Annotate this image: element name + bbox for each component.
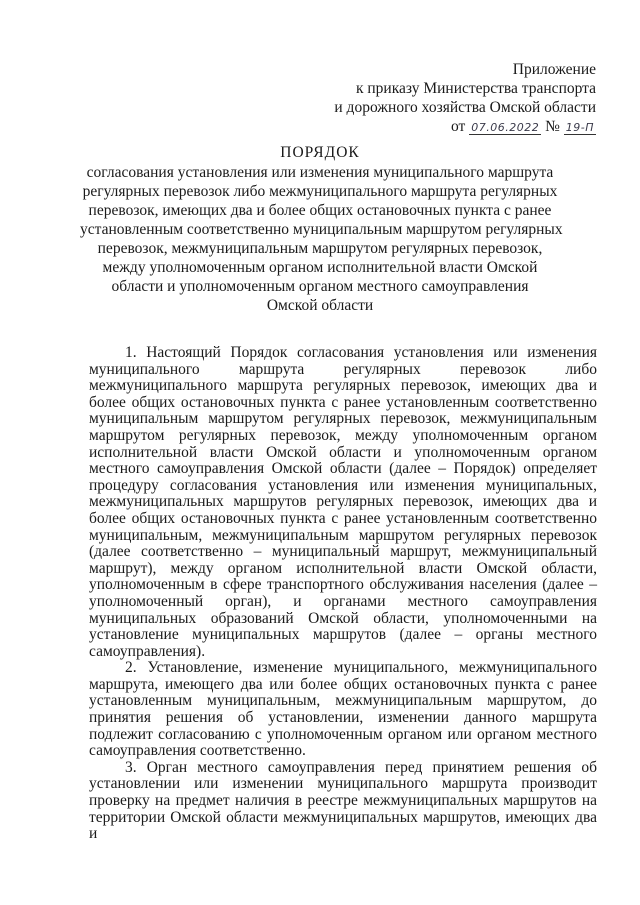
number-prefix: № [545, 118, 560, 135]
title-line: области и уполномоченным органом местного самоуправления [111, 278, 529, 295]
appendix-ministry-line: и дорожного хозяйства Омской области [334, 99, 596, 116]
title-line: перевозок, межмуниципальным маршрутом регулярных перевозок, [97, 240, 543, 257]
appendix-title: Приложение [512, 61, 596, 78]
appendix-order-line: к приказу Министерства транспорта [355, 80, 596, 97]
title-line: согласования установления или изменения муниципального маршрута [86, 164, 554, 181]
title-line: Омской области [266, 297, 374, 314]
document-heading: ПОРЯДОК [280, 144, 360, 161]
date-prefix: от [451, 118, 466, 135]
document-title-block [80, 143, 563, 315]
paragraph-3: 3. Орган местного самоуправления перед принятием решения об установлении или изменении муниципального маршрута производит проверку на предмет наличия в реестре межмуниципальных маршрутов на территории Омской области межмуниципальных маршрутов, имеющих два и [89, 758, 597, 843]
handwritten-date: 07.06.2022 [471, 121, 540, 134]
appendix-block [334, 60, 596, 137]
title-line: перевозок, имеющих два и более общих остановочных пункта с ранее [88, 202, 552, 219]
document-body [89, 345, 597, 843]
title-line: регулярных перевозок либо межмуниципального маршрута регулярных [82, 183, 558, 200]
handwritten-number: 19-П [565, 121, 594, 134]
paragraph-2: 2. Установление, изменение муниципального, межмуниципального маршрута, имеющего два или более общих остановочных пункта с ранее установленным муниципальным, межмуниципальным маршрутом, до принятия решения об установлении, изменении данного маршрута подлежит согласованию с уполномоченным органом или органом местного самоуправления соответственно. [89, 659, 597, 760]
title-line: между уполномоченным органом исполнительной власти Омской [102, 259, 538, 276]
title-line: установленным соответственно муниципальным маршрутом регулярных [80, 221, 563, 238]
paragraph-1: 1. Настоящий Порядок согласования установления или изменения муниципального маршрута регулярных перевозок либо межмуниципального маршрута регулярных перевозок, имеющих два и более общих остановочных пункта с ранее установленным соответственно муниципальным маршрутом регулярных перевозок, межмуниципальным маршрутом регулярных перевозок, между уполномоченным органом исполнительной власти Омской области и уполномоченным органом местного самоуправления Омской области (далее – Порядок) определяет процедуру согласования установления или изменения муниципальных, межмуниципальных маршрутов регулярных перевозок, имеющих два и более общих остановочных пункта с ранее установленным соответственно муниципальным, межмуниципальным маршрутом регулярных перевозок (далее соответственно – муниципальный маршрут, межмуниципальный маршрут), между органом исполнительной власти Омской области, уполномоченным в сфере транспортного обслуживания населения (далее – уполномоченный орган), и органами местного самоуправления муниципальных образований Омской области, уполномоченными на установление муниципальных маршрутов (далее – органы местного самоуправления). [89, 344, 597, 660]
appendix-date-line [334, 117, 596, 137]
